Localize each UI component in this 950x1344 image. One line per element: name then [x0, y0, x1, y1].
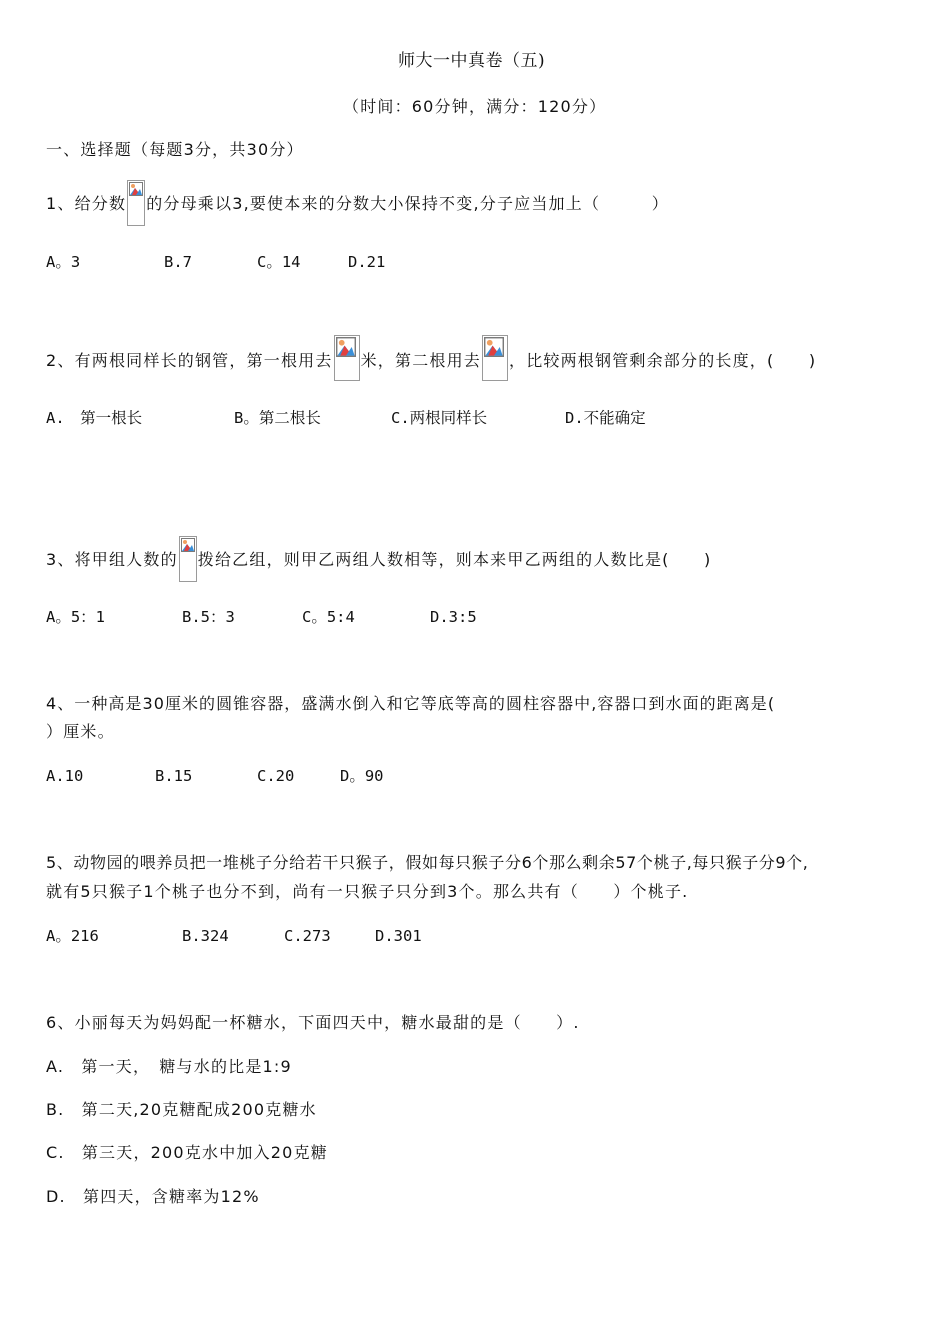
q2-text-c: ，比较两根钢管剩余部分的长度，( ) [509, 351, 817, 370]
question-2-stem [46, 351, 816, 381]
q3-text-a: 3、将甲组人数的 [46, 550, 178, 569]
q2-text-b: 米，第二根用去 [360, 351, 481, 370]
page-title: 师大一中真卷（五) [398, 51, 546, 71]
q3-option-c[interactable]: C。5:4 [302, 608, 355, 626]
q4-option-b[interactable]: B.15 [155, 767, 193, 785]
exam-info: （时间：60分钟，满分：120分） [343, 97, 607, 116]
fraction-image-icon [334, 335, 360, 381]
section-heading: 一、选择题（每题3分，共30分） [46, 140, 304, 159]
q5-option-c[interactable]: C.273 [284, 927, 331, 945]
q6-option-b[interactable]: B. 第二天,20克糖配成200克糖水 [46, 1100, 317, 1119]
q3-option-a[interactable]: A。5：1 [46, 608, 105, 626]
q2-option-c[interactable]: C.两根同样长 [391, 409, 488, 427]
q1-option-b[interactable]: B.7 [164, 253, 192, 271]
q4-option-d[interactable]: D。90 [340, 767, 384, 785]
q4-option-c[interactable]: C.20 [257, 767, 295, 785]
q5-option-a[interactable]: A。216 [46, 927, 99, 945]
question-4-stem-line1: 4、一种高是30厘米的圆锥容器，盛满水倒入和它等底等高的圆柱容器中,容器口到水面的距离是( [46, 694, 776, 713]
question-1-stem [46, 194, 669, 226]
q4-option-a[interactable]: A.10 [46, 767, 84, 785]
q6-option-c[interactable]: C. 第三天，200克水中加入20克糖 [46, 1143, 328, 1162]
q6-option-d[interactable]: D. 第四天，含糖率为12% [46, 1187, 260, 1206]
q1-text-b: 的分母乘以3,要使本来的分数大小保持不变,分子应当加上（ ） [146, 194, 669, 213]
fraction-image-icon [179, 536, 197, 582]
fraction-image-icon [482, 335, 508, 381]
q3-option-d[interactable]: D.3:5 [430, 608, 477, 626]
question-6-stem: 6、小丽每天为妈妈配一杯糖水，下面四天中，糖水最甜的是（ ）. [46, 1013, 580, 1032]
question-5-stem-line2: 就有5只猴子1个桃子也分不到，尚有一只猴子只分到3个。那么共有（ ）个桃子. [46, 882, 689, 901]
q2-option-b[interactable]: B。第二根长 [234, 409, 321, 427]
q3-option-b[interactable]: B.5：3 [182, 608, 235, 626]
q1-text-a: 1、给分数 [46, 194, 127, 213]
q3-text-b: 拨给乙组，则甲乙两组人数相等，则本来甲乙两组的人数比是( ) [197, 550, 712, 569]
q1-option-c[interactable]: C。14 [257, 253, 301, 271]
q1-option-a[interactable]: A。3 [46, 253, 81, 271]
question-3-stem [46, 550, 711, 582]
q5-option-d[interactable]: D.301 [375, 927, 422, 945]
question-4-stem-line2: ）厘米。 [46, 722, 115, 741]
fraction-image-icon [127, 180, 145, 226]
question-5-stem-line1: 5、动物园的喂养员把一堆桃子分给若干只猴子，假如每只猴子分6个那么剩余57个桃子,每只猴子分9个, [46, 853, 809, 872]
q6-option-a[interactable]: A. 第一天， 糖与水的比是1:9 [46, 1057, 292, 1076]
q5-option-b[interactable]: B.324 [182, 927, 229, 945]
q2-option-a[interactable]: A. 第一根长 [46, 409, 143, 427]
q2-option-d[interactable]: D.不能确定 [565, 409, 646, 427]
q2-text-a: 2、有两根同样长的钢管，第一根用去 [46, 351, 333, 370]
q1-option-d[interactable]: D.21 [348, 253, 386, 271]
